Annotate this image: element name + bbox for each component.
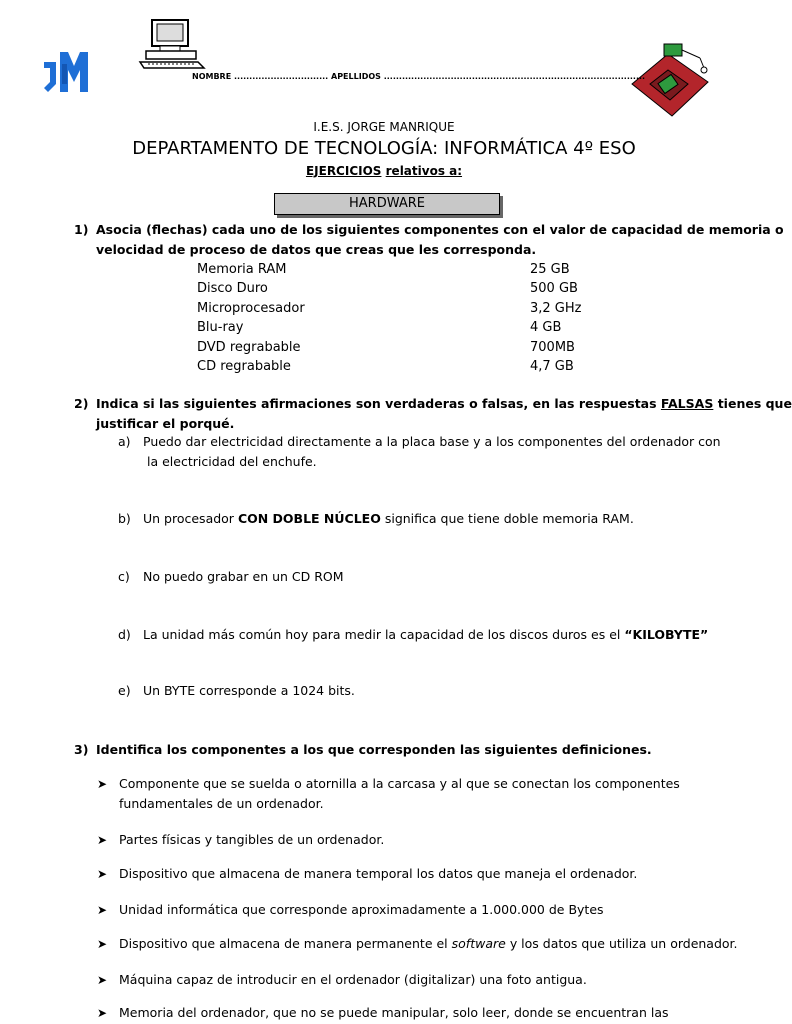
definition-7: Memoria del ordenador, que no se puede manipular, solo leer, donde se encuentran las (119, 1005, 669, 1020)
exercises-word: EJERCICIOS (305, 164, 382, 178)
school-name: I.E.S. JORGE MANRIQUE (313, 120, 455, 134)
question-2-text-a: Indica si las siguientes afirmaciones son verdaderas o falsas, en las respuestas (96, 396, 657, 411)
component-item: Blu-ray (197, 320, 244, 336)
item-d-text (143, 625, 708, 645)
definition-2: Partes físicas y tangibles de un ordenador. (119, 832, 385, 847)
exercises-rest: relativos a: (385, 164, 463, 178)
value-item: 500 GB (530, 281, 578, 297)
item-e-label: e) (118, 683, 131, 698)
question-3-text: Identifica los componentes a los que corresponden las siguientes definiciones. (96, 742, 652, 757)
item-b-pre: Un procesador (143, 511, 234, 526)
component-item: CD regrabable (197, 359, 291, 375)
surname-label: APELLIDOS (331, 72, 381, 81)
components-list (197, 260, 305, 376)
component-item: DVD regrabable (197, 339, 301, 355)
item-d-pre: La unidad más común hoy para medir la capacidad de los discos duros es el (143, 627, 621, 642)
value-item: 25 GB (530, 262, 570, 277)
school-logo (42, 44, 94, 96)
item-b-text (143, 509, 634, 529)
item-b-label: b) (118, 511, 131, 526)
falsas-word: FALSAS (660, 396, 714, 411)
component-item: Disco Duro (197, 281, 268, 297)
question-1-number: 1) (74, 222, 89, 237)
name-label: NOMBRE (192, 72, 232, 81)
definition-4: Unidad informática que corresponde aproximadamente a 1.000.000 de Bytes (119, 902, 604, 917)
item-d-bold: “KILOBYTE” (624, 627, 709, 642)
bullet-arrow-icon: ➤ (97, 777, 108, 791)
definition-6: Máquina capaz de introducir en el ordenador (digitalizar) una foto antigua. (119, 972, 587, 987)
bullet-arrow-icon: ➤ (97, 867, 108, 881)
item-e-text: Un BYTE corresponde a 1024 bits. (143, 683, 355, 698)
question-2-line2: justificar el porqué. (96, 416, 235, 431)
bullet-arrow-icon: ➤ (97, 833, 108, 847)
exercises-heading (0, 164, 768, 178)
definition-5 (119, 934, 738, 954)
item-a-line1: Puedo dar electricidad directamente a la placa base y a los componentes del ordenador con (143, 434, 721, 449)
item-d-label: d) (118, 627, 131, 642)
value-item: 3,2 GHz (530, 300, 582, 316)
definition-5-post: y los datos que utiliza un ordenador. (509, 936, 738, 951)
value-item: 4,7 GB (530, 359, 574, 375)
item-c-label: c) (118, 569, 130, 584)
definition-5-pre: Dispositivo que almacena de manera permanente el (119, 936, 448, 951)
item-c-text: No puedo grabar en un CD ROM (143, 569, 344, 584)
question-2-text-b: tienes que (717, 396, 792, 411)
question-2-number: 2) (74, 396, 89, 411)
bullet-arrow-icon: ➤ (97, 903, 108, 917)
item-a-line2: la electricidad del enchufe. (147, 454, 317, 469)
name-field[interactable]: ............................... (233, 72, 329, 81)
component-item: Microprocesador (197, 300, 305, 316)
department-title: DEPARTAMENTO DE TECNOLOGÍA: INFORMÁTICA 4º ESO (132, 138, 636, 159)
values-list (530, 260, 581, 376)
surname-field[interactable]: ...................................................................................... (383, 72, 646, 81)
bullet-arrow-icon: ➤ (97, 937, 108, 951)
item-b-bold: CON DOBLE NÚCLEO (237, 511, 381, 526)
definition-3: Dispositivo que almacena de manera temporal los datos que maneja el ordenador. (119, 866, 638, 881)
item-a-label: a) (118, 434, 131, 449)
value-item: 4 GB (530, 320, 562, 336)
bullet-arrow-icon: ➤ (97, 973, 108, 987)
bullet-arrow-icon: ➤ (97, 1006, 108, 1020)
component-item: Memoria RAM (197, 262, 287, 277)
definition-5-italic: software (451, 936, 506, 951)
question-1-line1: Asocia (flechas) cada uno de los siguientes componentes con el valor de capacidad de memoria o (96, 222, 784, 237)
definition-1-line2: fundamentales de un ordenador. (119, 796, 324, 811)
definition-1-line1: Componente que se suelda o atornilla a la carcasa y al que se conectan los componentes (119, 776, 680, 791)
section-title-box: HARDWARE (274, 193, 500, 215)
value-item: 700MB (530, 339, 575, 355)
question-3-number: 3) (74, 742, 89, 757)
question-2-line1 (96, 394, 792, 414)
item-b-post: significa que tiene doble memoria RAM. (384, 511, 634, 526)
computer-icon (138, 18, 208, 70)
question-1-line2: velocidad de proceso de datos que creas que les corresponda. (96, 242, 537, 257)
